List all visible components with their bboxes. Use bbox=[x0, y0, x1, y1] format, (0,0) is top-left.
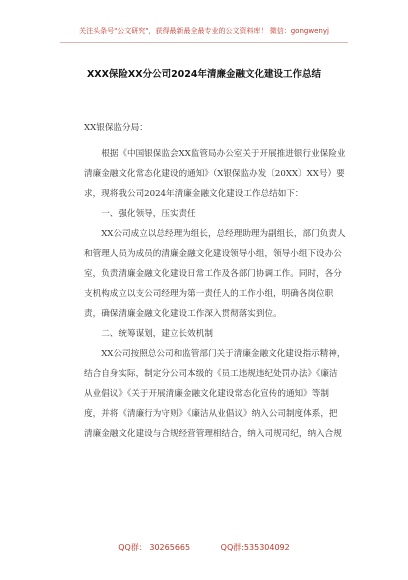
footer-qq-group-1: QQ群： 30265665 bbox=[118, 543, 191, 552]
section-heading-1: 一、强化领导，压实责任 bbox=[101, 209, 196, 219]
section-heading-2: 二、统筹谋划，建立长效机制 bbox=[101, 329, 213, 339]
document-title: XXX保险XX分公司2024年清廉金融文化建设工作总结 bbox=[86, 69, 322, 80]
paragraph-section-2: XX公司按照总公司和监管部门关于清廉金融文化建设指示精神，结合自身实际，制定分公司本级的《员工违规违纪处罚办法》《廉洁从业倡议》《关于开展清廉金融文化建设常态化宣传的通知》等制度，并将《清廉行为守则》《廉洁从业倡议》纳入公司制度体系，把清廉金融文化建设与合规经营管理相结合，纳入司规司纪，纳入合规 bbox=[84, 349, 346, 439]
footer-contact bbox=[0, 542, 408, 553]
header-divider bbox=[60, 42, 348, 43]
footer-qq-group-2: QQ群:535304092 bbox=[220, 543, 290, 552]
paragraph-section-1: XX公司成立以总经理为组长，总经理助理为副组长，部门负责人和管理人员为成员的清廉金融文化建设领导小组，领导小组下设办公室，负责清廉金融文化建设日常工作及各部门协调工作。同时，各分支机构成立以支公司经理为第一责任人的工作小组，明确各岗位职责，确保清廉金融文化建设工作深入贯彻落实到位。 bbox=[84, 229, 346, 319]
document-body bbox=[84, 118, 346, 444]
header-promo-note: 关注头条号"公文研究"，获得最新最全最专业的公文资料库！ 微信：gongwenyj bbox=[79, 27, 329, 35]
paragraph-intro: 根据《中国银保监会XX监管局办公室关于开展推进银行业保险业清廉金融文化常态化建设的通知》（X银保监办发〔20XX〕XX号）要求，现将我公司2024年清廉金融文化建设工作总结如下： bbox=[84, 149, 346, 199]
salutation: XX银保监分局： bbox=[84, 123, 148, 133]
